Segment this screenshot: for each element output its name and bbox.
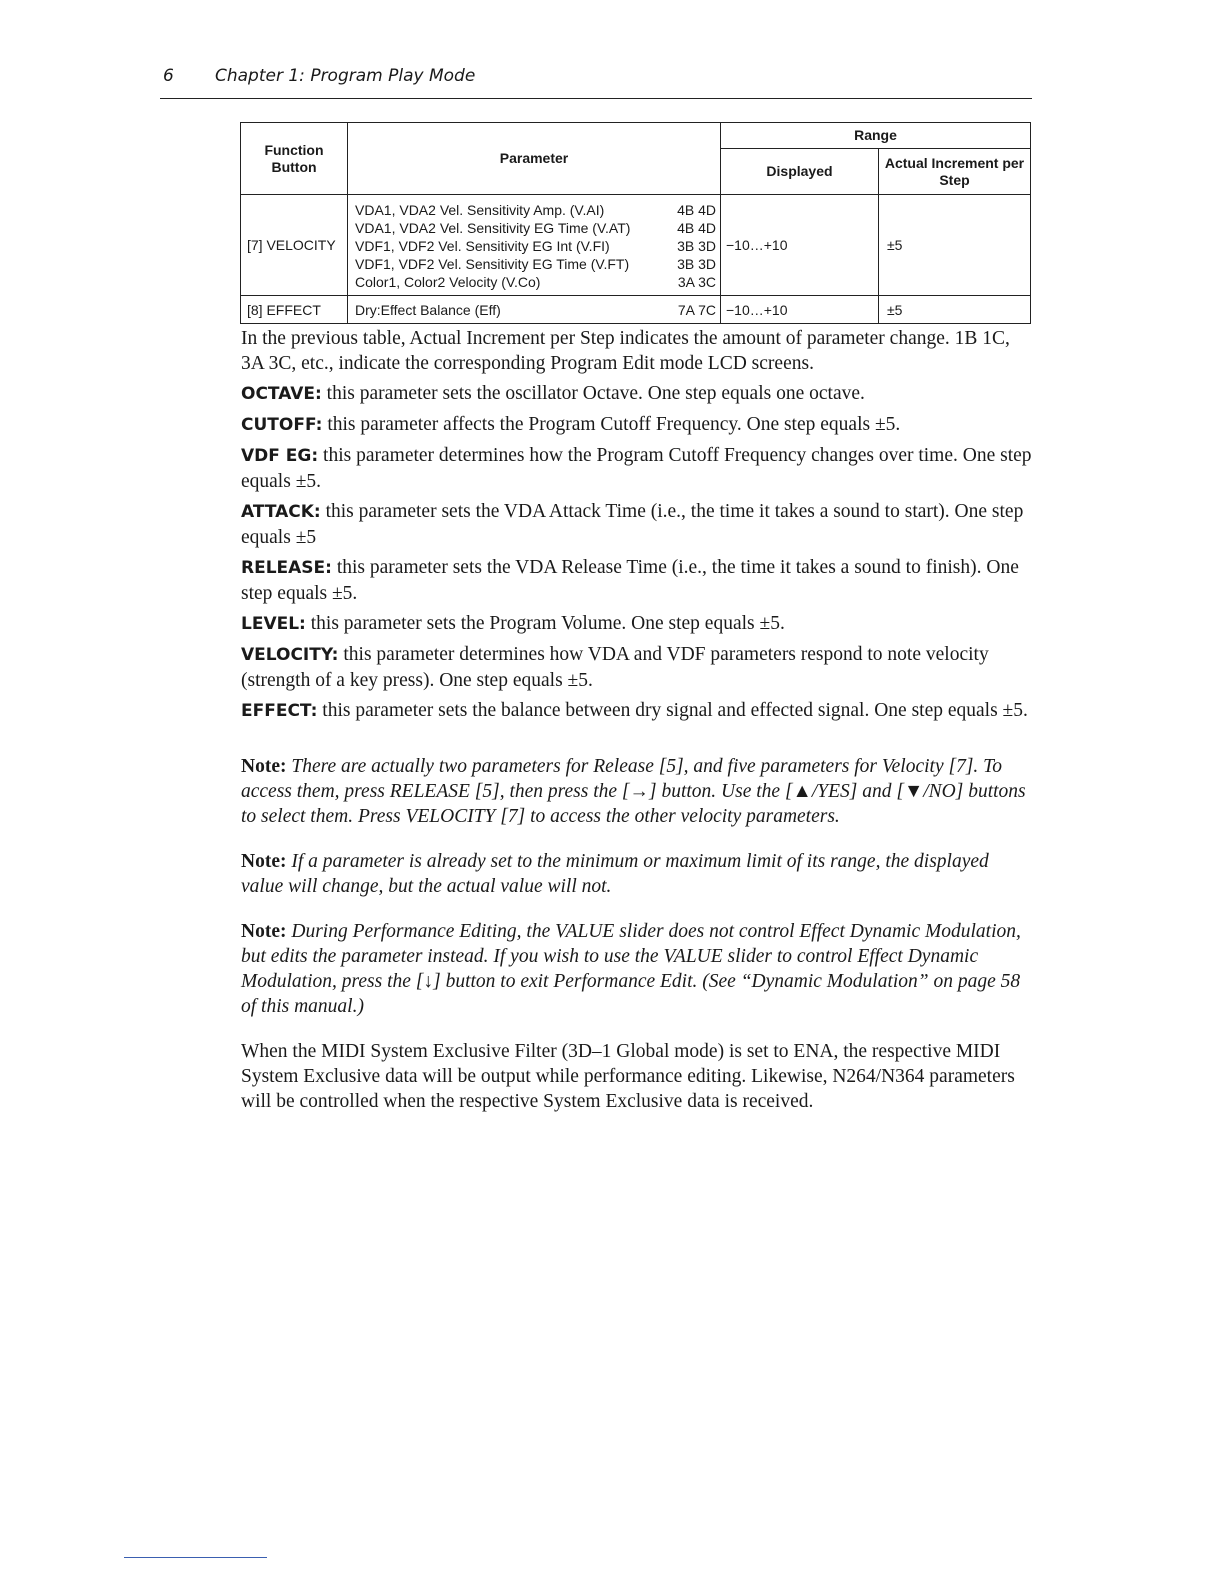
displayed-range-cell: −10…+10 — [721, 296, 879, 324]
definition-cutoff — [241, 412, 1033, 438]
chapter-title: Chapter 1: Program Play Mode — [215, 66, 476, 86]
note-label: Note: — [241, 756, 287, 777]
function-cell: [8] EFFECT — [241, 296, 348, 324]
parameter-line — [355, 301, 716, 319]
term-label: LEVEL: — [241, 614, 306, 634]
page-header — [160, 64, 1032, 99]
definition-release — [241, 555, 1033, 606]
note-paragraph — [241, 919, 1033, 1019]
footnote-divider — [124, 1557, 267, 1558]
header-range: Range — [721, 123, 1031, 149]
term-label: OCTAVE: — [241, 384, 322, 404]
term-label: RELEASE: — [241, 558, 332, 578]
parameter-name: VDA1, VDA2 Vel. Sensitivity EG Time (V.AT) — [355, 220, 631, 236]
note-paragraph — [241, 754, 1033, 829]
lcd-screen-ref: 4B 4D — [677, 220, 716, 236]
increment-cell: ±5 — [879, 195, 1031, 296]
parameter-line — [355, 201, 716, 219]
definition-text: this parameter determines how VDA and VDF parameters respond to note velocity (strength of a key press). One step equals ±5. — [241, 644, 989, 691]
parameter-name: VDF1, VDF2 Vel. Sensitivity EG Time (V.FT) — [355, 256, 630, 272]
parameter-line — [355, 273, 716, 291]
body-text — [241, 326, 1033, 1119]
definition-effect — [241, 698, 1033, 724]
displayed-range-cell: −10…+10 — [721, 195, 879, 296]
lcd-screen-ref: 3B 3D — [677, 238, 716, 254]
header-parameter: Parameter — [348, 123, 721, 195]
parameter-cell — [348, 296, 721, 324]
definition-text: this parameter sets the balance between dry signal and effected signal. One step equals ±5. — [317, 700, 1028, 721]
parameter-name: Color1, Color2 Velocity (V.Co) — [355, 274, 541, 290]
definition-attack — [241, 499, 1033, 550]
parameter-line — [355, 219, 716, 237]
parameter-line — [355, 237, 716, 255]
table-row — [241, 296, 1031, 324]
definition-text: this parameter sets the oscillator Octave. One step equals one octave. — [321, 383, 865, 404]
increment-cell: ±5 — [879, 296, 1031, 324]
note-label: Note: — [241, 851, 287, 872]
parameter-name: VDA1, VDA2 Vel. Sensitivity Amp. (V.AI) — [355, 202, 605, 218]
header-displayed: Displayed — [721, 149, 879, 195]
lcd-screen-ref: 3A 3C — [677, 274, 716, 290]
parameter-name: Dry:Effect Balance (Eff) — [355, 301, 501, 318]
term-label: ATTACK: — [241, 502, 321, 522]
intro-paragraph: In the previous table, Actual Increment per Step indicates the amount of parameter change. 1B 1C, 3A 3C, etc., indicate the corresponding Program Edit mode LCD screens. — [241, 328, 1010, 374]
lcd-screen-ref: 4B 4D — [677, 202, 716, 218]
term-label: VDF EG: — [241, 446, 319, 466]
note-text: If a parameter is already set to the minimum or maximum limit of its range, the displayed value will change, but the actual value will not. — [241, 851, 989, 897]
definition-text: this parameter affects the Program Cutoff Frequency. One step equals ±5. — [322, 414, 901, 435]
header-actual-increment: Actual Increment per Step — [879, 149, 1031, 195]
note-label: Note: — [241, 921, 287, 942]
note-paragraph — [241, 849, 1033, 899]
lcd-screen-ref: 3B 3D — [677, 256, 716, 272]
page-number: 6 — [163, 66, 174, 86]
function-cell: [7] VELOCITY — [241, 195, 348, 296]
definition-text: this parameter sets the Program Volume. One step equals ±5. — [305, 613, 785, 634]
parameter-table — [240, 122, 1031, 324]
term-label: CUTOFF: — [241, 415, 323, 435]
header-function-button: Function Button — [241, 123, 348, 195]
term-label: VELOCITY: — [241, 645, 339, 665]
definition-vdf-eg — [241, 443, 1033, 494]
definition-text: this parameter determines how the Program Cutoff Frequency changes over time. One step equals ±5. — [241, 445, 1032, 492]
definition-text: this parameter sets the VDA Attack Time (i.e., the time it takes a sound to start). One step equals ±5 — [241, 501, 1024, 548]
note-text: There are actually two parameters for Release [5], and five parameters for Velocity [7]. To access them, press RELEASE [5], then press the [→] button. Use the [▲/YES] and [▼/NO] buttons to select them. Press VELOCITY [7] to access the other velocity parameters. — [241, 756, 1026, 827]
term-label: EFFECT: — [241, 701, 318, 721]
parameter-name: VDF1, VDF2 Vel. Sensitivity EG Int (V.FI) — [355, 238, 610, 254]
table-row — [241, 195, 1031, 296]
definition-text: this parameter sets the VDA Release Time (i.e., the time it takes a sound to finish). One step equals ±5. — [241, 557, 1019, 604]
definition-octave — [241, 381, 1033, 407]
definition-velocity — [241, 642, 1033, 693]
parameter-line — [355, 255, 716, 273]
closing-paragraph: When the MIDI System Exclusive Filter (3D–1 Global mode) is set to ENA, the respective MIDI System Exclusive data will be output while performance editing. Likewise, N264/N364 parameters will be controlled when the respective System Exclusive data is received. — [241, 1041, 1015, 1112]
parameter-cell — [348, 195, 721, 296]
note-text: During Performance Editing, the VALUE slider does not control Effect Dynamic Modulation, but edits the parameter instead. If you wish to use the VALUE slider to control Effect Dynamic Modulation, press the [↓] button to exit Performance Edit. (See “Dynamic Modulation” on page 58 of this manual.) — [241, 921, 1021, 1017]
definition-level — [241, 611, 1033, 637]
lcd-screen-ref: 7A 7C — [677, 301, 716, 318]
